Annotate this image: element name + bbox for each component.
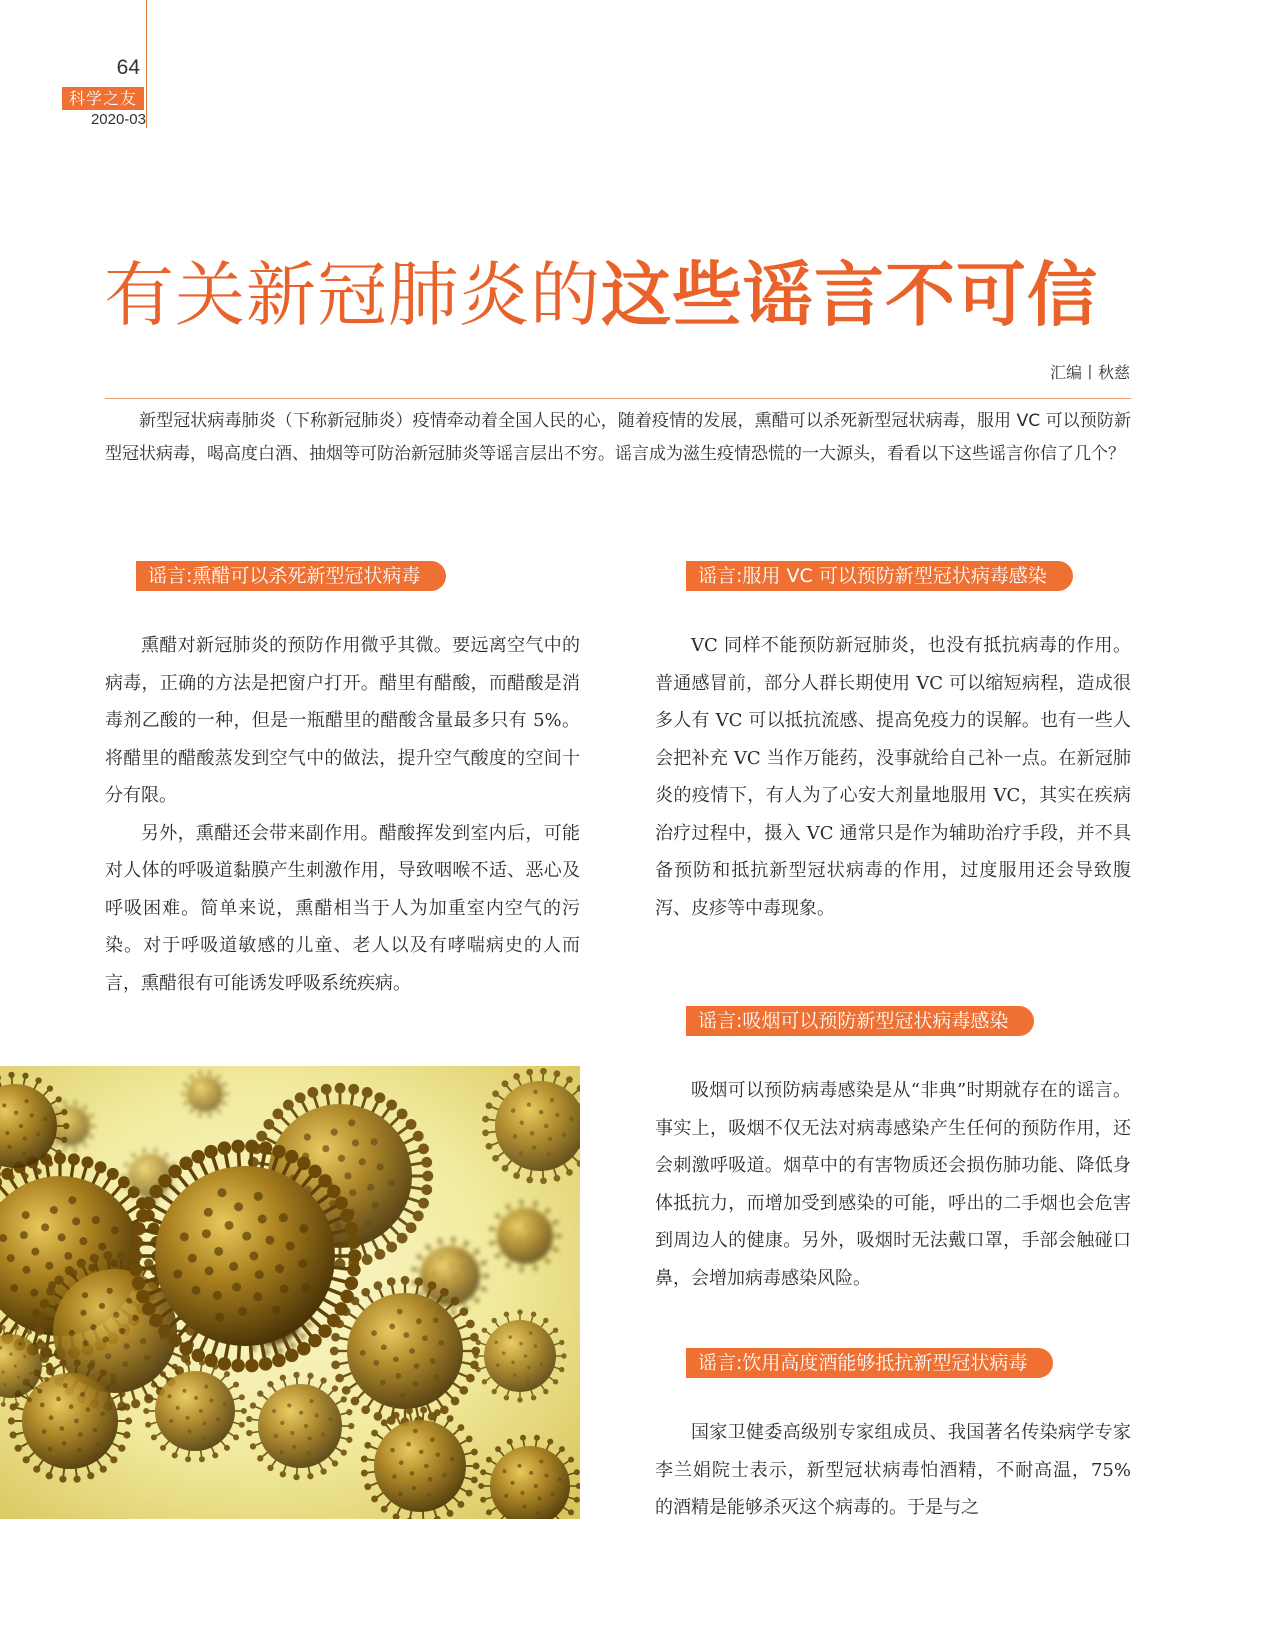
coronavirus-image bbox=[0, 1066, 580, 1519]
article-title bbox=[104, 250, 1184, 340]
magazine-name: 科学之友 bbox=[62, 87, 144, 110]
paragraph: VC 同样不能预防新冠肺炎，也没有抵抗病毒的作用。普通感冒前，部分人群长期使用 VC 可以缩短病程，造成很多人有 VC 可以抵抗流感、提高免疫力的误解。也有一些人会把补充 VC 当作万能药，没事就给自己补一点。在新冠肺炎的疫情下，有人为了心安大剂量地服用 VC，其实在疾病治疗过程中，摄入 VC 通常只是作为辅助治疗手段，并不具备预防和抵抗新型冠状病毒的作用，过度服用还会导致腹泻、皮疹等中毒现象。 bbox=[655, 635, 1131, 919]
section-heading-vc: 谣言:服用 VC 可以预防新型冠状病毒感染 bbox=[686, 561, 1073, 591]
virus-particle bbox=[128, 1140, 361, 1373]
title-light: 有关新冠肺炎的 bbox=[104, 254, 601, 336]
paragraph: 熏醋对新冠肺炎的预防作用微乎其微。要远离空气中的病毒，正确的方法是把窗户打开。醋里有醋酸，而醋酸是消毒剂乙酸的一种，但是一瓶醋里的醋酸含量最多只有 5%。将醋里的醋酸蒸发到空气中的做法，提升空气酸度的空间十分有限。 bbox=[105, 635, 580, 806]
section-heading-vinegar: 谣言:熏醋可以杀死新型冠状病毒 bbox=[136, 561, 446, 591]
paragraph: 国家卫健委高级别专家组成员、我国著名传染病学专家李兰娟院士表示，新型冠状病毒怕酒精，不耐高温，75% 的酒精是能够杀灭这个病毒的。于是与之 bbox=[655, 1422, 1131, 1518]
header-rule bbox=[146, 0, 147, 128]
issue-date: 2020-03 bbox=[90, 111, 146, 128]
paragraph: 吸烟可以预防病毒感染是从“非典”时期就存在的谣言。事实上，吸烟不仅无法对病毒感染产生任何的预防作用，还会刺激呼吸道。烟草中的有害物质还会损伤肺功能、降低身体抵抗力，而增加受到感染的可能，呼出的二手烟也会危害到周边人的健康。另外，吸烟时无法戴口罩，手部会触碰口鼻，会增加病毒感染风险。 bbox=[655, 1080, 1131, 1289]
section-body-alcohol bbox=[655, 1414, 1131, 1527]
section-body-vinegar bbox=[105, 627, 580, 1002]
paragraph: 另外，熏醋还会带来副作用。醋酸挥发到室内后，可能对人体的呼吸道黏膜产生刺激作用，导致咽喉不适、恶心及呼吸困难。简单来说，熏醋相当于人为加重室内空气的污染。对于呼吸道敏感的儿童、老人以及有哮喘病史的人而言，熏醋很有可能诱发呼吸系统疾病。 bbox=[105, 822, 580, 994]
intro-divider bbox=[105, 398, 1131, 399]
section-heading-smoking: 谣言:吸烟可以预防新型冠状病毒感染 bbox=[686, 1006, 1034, 1036]
section-heading-alcohol: 谣言:饮用高度酒能够抵抗新型冠状病毒 bbox=[686, 1348, 1053, 1378]
intro-paragraph: 新型冠状病毒肺炎（下称新冠肺炎）疫情牵动着全国人民的心，随着疫情的发展，熏醋可以杀死新型冠状病毒，服用 VC 可以预防新型冠状病毒，喝高度白酒、抽烟等可防治新冠肺炎等谣言层出不穷。谣言成为滋生疫情恐慌的一大源头，看看以下这些谣言你信了几个？ bbox=[105, 411, 1131, 464]
section-body-smoking bbox=[655, 1072, 1131, 1297]
section-body-vc bbox=[655, 627, 1131, 927]
coronavirus-illustration bbox=[0, 1066, 580, 1519]
page-number: 64 bbox=[116, 56, 140, 79]
title-bold: 这些谣言不可信 bbox=[601, 254, 1098, 336]
byline: 汇编丨秋慈 bbox=[1049, 363, 1130, 382]
